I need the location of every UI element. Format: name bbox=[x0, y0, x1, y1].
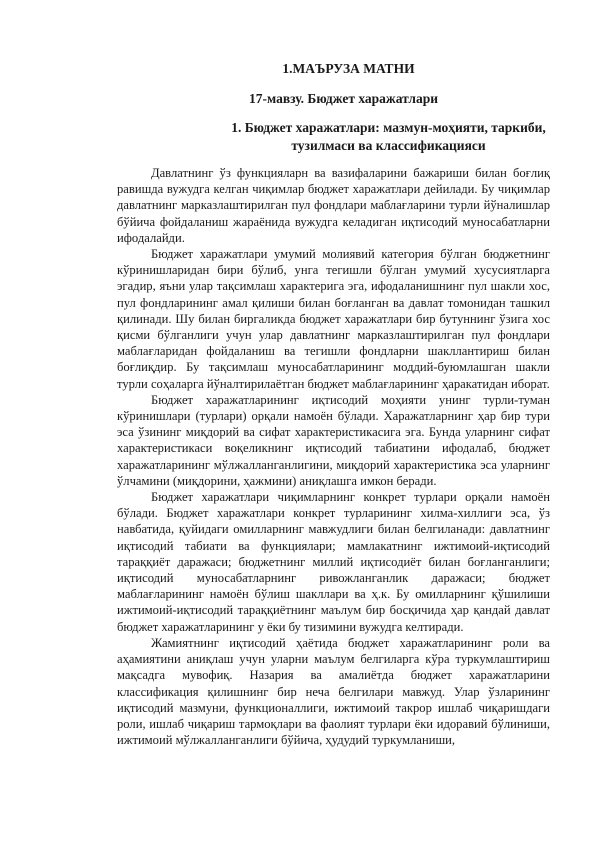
paragraph: Бюджет харажатларининг иқтисодий моҳияти унинг турли-туман кўринишлари (турлари) орқали намоён бўлади. Харажатларнинг ҳар бир тури эса ўзининг миқдорий ва сифат характеристикасига эга. Бунда уларнинг сифат характеристикаси воқеликнинг иқтисодий табиатини ифодалаб, бюджет харажатларининг мўлжалланганлигини, миқдорий характеристика эса уларнинг ўлчамини (миқдорини, ҳажмини) аниқлашга имкон беради. bbox=[117, 392, 550, 488]
lecture-title: 1.МАЪРУЗА МАТНИ bbox=[282, 61, 415, 76]
document-page bbox=[117, 60, 550, 748]
paragraph: Бюджет харажатлари чиқимларнинг конкрет турлари орқали намоён бўлади. Бюджет харажатлари конкрет турларининг хилма-хиллиги эса, ўз навбатида, қуйидаги омилларнинг мавжудлиги билан белгиланади: давлатнинг иқтисодий табиати ва функциялари; мамлакатнинг ижтимоий-иқтисодий тараққиёт даражаси; бюджетнинг миллий иқтисодиёт билан боғланганлиги; иқтисодий муносабатларнинг ривожланганлик даражаси; бюджет маблағларининг намоён бўлиш шакллари ва ҳ.к. Бу омилларнинг қўшилиши ижтимоий-иқтисодий тараққиётнинг маълум бир босқичида ҳар қандай давлат бюджет харажатларининг у ёки бу тизимини вужудга келтиради. bbox=[117, 490, 550, 634]
topic-title: 17-мавзу. Бюджет харажатлари bbox=[248, 91, 438, 106]
section-title: 1. Бюджет харажатлари: мазмун-моҳияти, таркиби, тузилмаси ва классификацияси bbox=[231, 120, 546, 153]
paragraph: Бюджет харажатлари умумий молиявий категория бўлган бюджетнинг кўринишларидан бири бўлиб, унга тегишли бўлган умумий хусусиятларга эгадир, яъни улар тақсимлаш характерига эга, ифодаланишнинг пул шакли хос, пул фондларининг амал қилиши билан боғланган ва давлат томонидан ташкил қилинади. Шу билан биргаликда бюджет харажатлари бир бутуннинг ўзига хос қисми бўлганлиги учун улар давлатнинг марказлаштирилган пул фондлари маблағларидан фойдаланиш ва тегишли фондларни шакллантириш билан боғлиқдир. Бу тақсимлаш муносабатларининг моддий-буюмлашган шакли турли соҳаларга йўналтирилаётган бюджет маблағларининг ҳаракатидан иборат. bbox=[117, 247, 550, 391]
paragraph: Жамиятнинг иқтисодий ҳаётида бюджет харажатларининг роли ва аҳамиятини аниқлаш учун уларни маълум белгиларга кўра туркумлаштириш мақсадга мувофиқ. Назария ва амалиётда бюджет харажатларини классификация қилишнинг бир неча белгилари мавжуд. Улар ўзларининг иқтисодий мазмуни, функционаллиги, ижтимоий такрор ишлаб чиқаришдаги роли, ишлаб чиқариш тармоқлари ва фаолият турлари ёки идоравий бўлиниши, ижтимоий мўлжалланганлиги бўйича, ҳудудий туркумланиши, bbox=[117, 635, 550, 748]
paragraph: Давлатнинг ўз функцияларн ва вазифаларини бажариши билан боғлиқ равишда вужудга келган чиқимлар бюджет харажатлари дейилади. Бу чиқимлар давлатнинг марказлаштирилган пул фондлари маблағларини турли йўналишлар бўйича фойдаланиш жараёнида вужудга келадиган иқтисодий муносабатларни ифодалайди. bbox=[117, 166, 550, 245]
